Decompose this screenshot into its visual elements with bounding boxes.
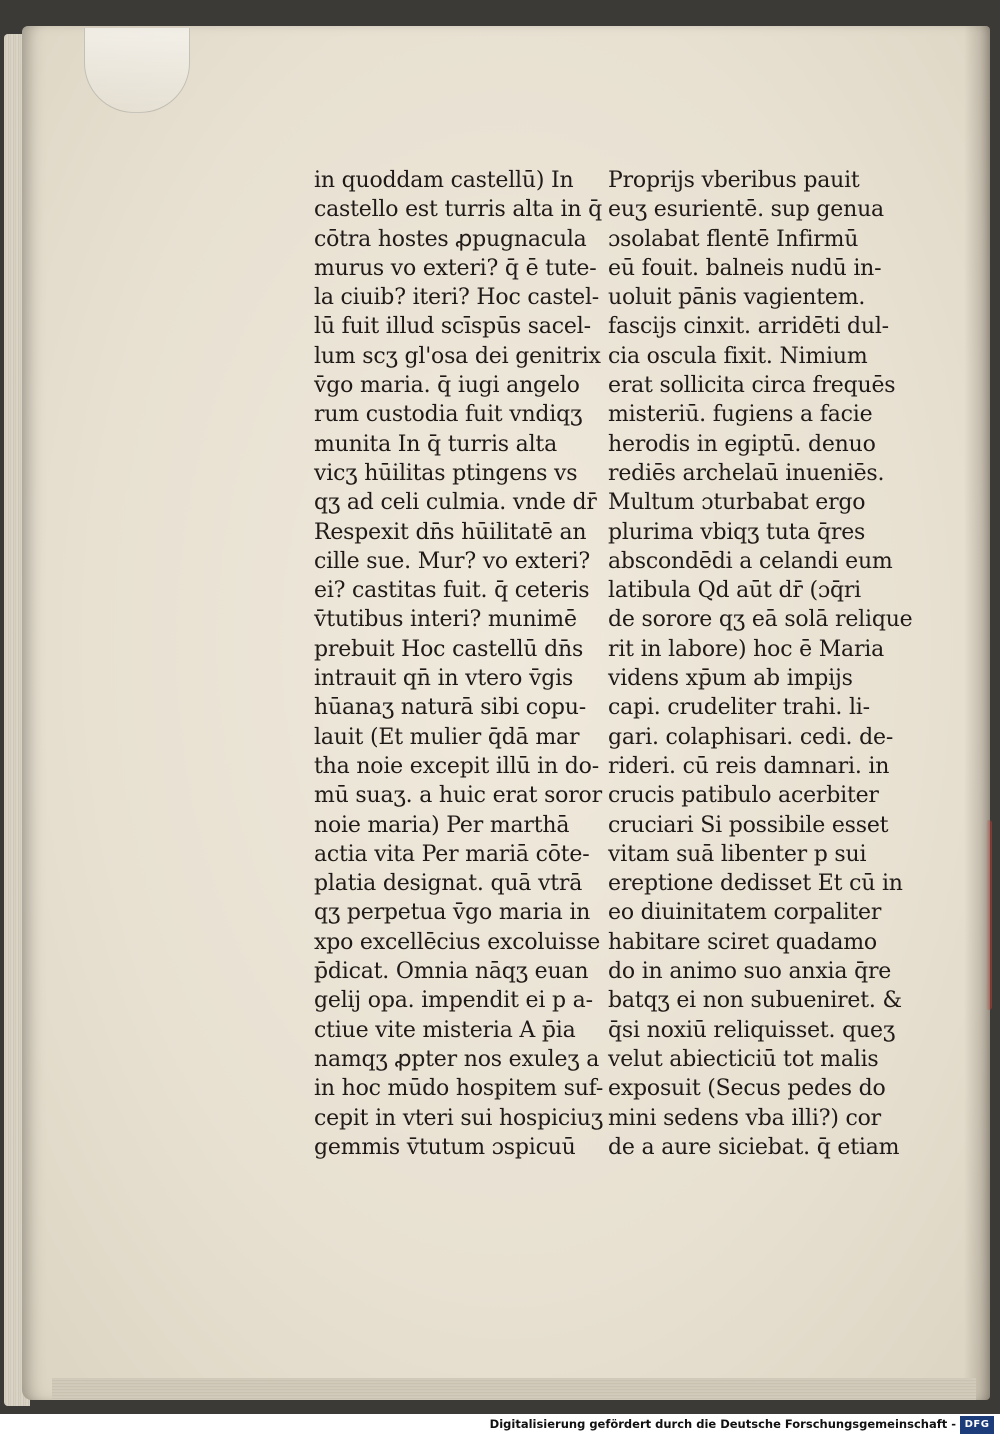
left-column-line-8: v̄go maria. q̄ iugi angelo: [314, 373, 580, 399]
right-column-line-18: videns xp̄um ab impijs: [608, 666, 853, 692]
right-column-line-22: crucis patibulo acerbiter: [608, 783, 879, 809]
right-column-line-11: rediēs archelaū inueniēs.: [608, 460, 885, 486]
right-column-line-13: plurima vbiqʒ tuta q̄res: [608, 519, 866, 545]
left-column-line-22: mū suaʒ. a huic erat soror: [314, 783, 602, 809]
left-column-line-23: noie maria) Per marthā: [314, 812, 570, 838]
left-column-line-1: in quoddam castellū) In: [314, 168, 574, 193]
right-column-line-3: ɔsolabat flentē Infirmū: [608, 226, 859, 252]
right-column-line-12: Multum ɔturbabat ergo: [608, 490, 866, 516]
left-column-line-33: cepit in vteri sui hospiciuʒ: [314, 1105, 603, 1131]
left-column-line-4: murus vo exteri? q̄ ē tute-: [314, 255, 597, 281]
digitization-footer: [0, 1414, 1000, 1437]
right-column-line-24: vitam suā libenter p sui: [608, 841, 867, 867]
right-column-line-29: batqʒ ei non subueniret. &: [608, 988, 902, 1014]
left-column-line-11: vicʒ hūilitas ptingens vs: [314, 460, 578, 486]
left-column-line-27: xpo excellēcius excoluisse: [314, 929, 601, 955]
right-column-line-25: ereptione dedisset Et cū in: [608, 871, 903, 897]
right-column-line-6: fascijs cinxit. arridēti dul-: [608, 314, 889, 340]
right-column-line-17: rit in labore) hoc ē Maria: [608, 636, 885, 662]
left-column-line-28: p̄dicat. Omnia nāqʒ euan: [314, 959, 589, 985]
right-column-line-2: euʒ esurientē. sup genua: [608, 197, 884, 223]
right-column-line-27: habitare sciret quadamo: [608, 929, 877, 955]
right-column-line-28: do in animo suo anxia q̄re: [608, 959, 892, 985]
right-column-line-32: exposuit (Secus pedes do: [608, 1076, 886, 1102]
dfg-logo: DFG: [960, 1416, 994, 1434]
right-column-line-9: misteriū. fugiens a facie: [608, 402, 873, 428]
left-column-line-20: lauit (Et mulier q̄dā mar: [314, 724, 580, 750]
right-column-line-16: de sorore qʒ eā solā relique: [608, 607, 913, 633]
left-column-line-34: gemmis v̄tutum ɔspicuū: [314, 1134, 576, 1160]
right-column-line-5: uoluit pānis vagientem.: [608, 285, 866, 311]
left-column-line-29: gelij opa. impendit ei p a-: [314, 988, 593, 1014]
right-column-line-19: capi. crudeliter trahi. li-: [608, 695, 870, 721]
right-column-line-26: eo diuinitatem corpaliter: [608, 900, 882, 926]
page-gutter-shadow: [964, 26, 990, 1400]
left-column-line-24: actia vita Per mariā cōte-: [314, 841, 590, 867]
right-column-line-31: velut abiecticiū tot malis: [608, 1046, 879, 1072]
left-column-line-2: castello est turris alta in q̄: [314, 197, 602, 223]
right-column-line-10: herodis in egiptū. denuo: [608, 431, 876, 457]
red-bookmark-edge: [986, 820, 992, 1010]
right-column-line-8: erat sollicita circa frequēs: [608, 373, 896, 399]
text-column-left: [314, 166, 604, 1162]
left-column-line-32: in hoc mūdo hospitem suf-: [314, 1076, 604, 1102]
left-column-line-5: la ciuib? iteri? Hoc castel-: [314, 285, 600, 311]
left-column-line-30: ctiue vite misteria A p̄ia: [314, 1017, 576, 1043]
left-column-line-26: qʒ perpetua v̄go maria in: [314, 900, 591, 926]
text-column-right: [608, 166, 913, 1162]
right-column-line-30: q̄si noxiū reliquisset. queʒ: [608, 1017, 896, 1043]
left-column-line-12: qʒ ad celi culmia. vnde dr̄: [314, 490, 597, 516]
right-column-line-34: de a aure siciebat. q̄ etiam: [608, 1134, 900, 1160]
right-column-line-1: Proprijs vberibus pauit: [608, 168, 860, 193]
footer-credit-text: Digitalisierung gefördert durch die Deutsche Forschungsgemeinschaft -: [489, 1417, 956, 1431]
left-column-line-16: v̄tutibus interi? munimē: [314, 607, 577, 633]
left-column-line-9: rum custodia fuit vndiqʒ: [314, 402, 583, 428]
right-column-line-23: cruciari Si possibile esset: [608, 812, 889, 838]
left-column-line-7: lum scʒ gl'osa dei genitrix: [314, 343, 601, 369]
left-column-line-3: cōtra hostes ꝓpugnacula: [314, 226, 587, 252]
right-column-line-20: gari. colaphisari. cedi. de-: [608, 724, 894, 750]
left-column-line-17: prebuit Hoc castellū dn̄s: [314, 636, 584, 662]
left-column-line-14: cille sue. Mur? vo exteri?: [314, 548, 591, 574]
left-column-line-18: intrauit qn̄ in vtero v̄gis: [314, 666, 574, 692]
left-column-line-25: platia designat. quā vtrā: [314, 871, 583, 897]
left-column-line-19: hūanaʒ naturā sibi copu-: [314, 695, 586, 721]
left-column-line-10: munita In q̄ turris alta: [314, 431, 557, 457]
left-column-line-21: tha noie excepit illū in do-: [314, 753, 599, 779]
right-column-line-33: mini sedens vba illi?) cor: [608, 1105, 881, 1131]
left-column-line-6: lū fuit illud scīspūs sacel-: [314, 314, 591, 340]
right-column-line-4: eū fouit. balneis nudū in-: [608, 255, 882, 281]
left-column-line-31: namqʒ ꝓpter nos exuleʒ a: [314, 1046, 600, 1072]
left-column-line-15: ei? castitas fuit. q̄ ceteris: [314, 578, 590, 604]
right-column-line-21: rideri. cū reis damnari. in: [608, 753, 890, 779]
right-column-line-14: abscondēdi a celandi eum: [608, 548, 893, 574]
left-column-line-13: Respexit dn̄s hūilitatē an: [314, 519, 587, 545]
right-column-line-15: latibula Qd aūt dr̄ (ɔq̄ri: [608, 578, 861, 604]
book-page-edges-bottom: [52, 1378, 976, 1400]
right-column-line-7: cia oscula fixit. Nimium: [608, 343, 868, 369]
